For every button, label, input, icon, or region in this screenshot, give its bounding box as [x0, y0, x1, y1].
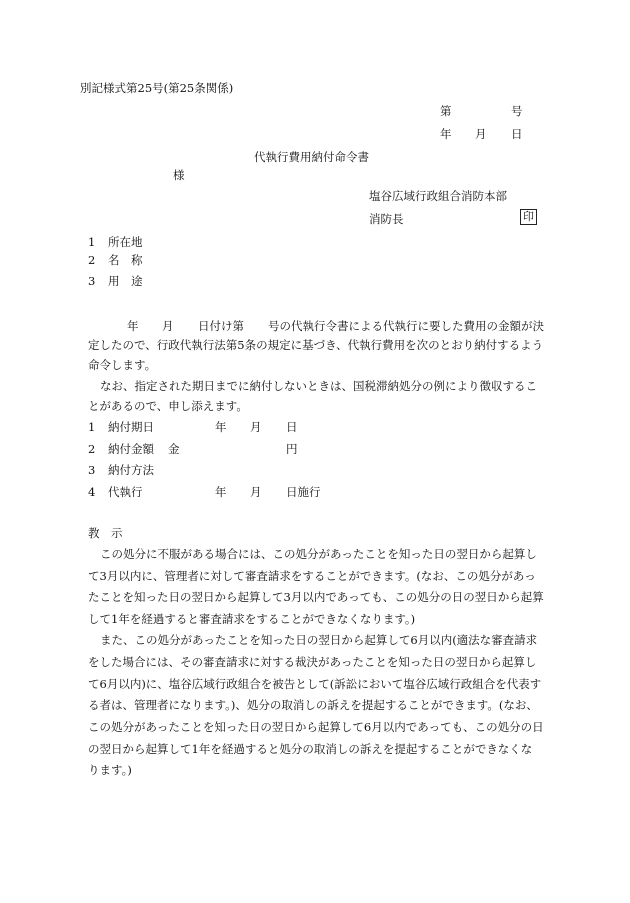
payment-exec-label: 代執行	[108, 485, 143, 499]
order-ref-rest: 号の代執行令書による代執行に要した費用の金額が決	[268, 319, 544, 333]
form-label: 別記様式第25号(第25条関係)	[80, 81, 234, 95]
notice-p2-line-5: この処分があったことを知った日の翌日から起算して6月以内であっても、この処分の日	[88, 720, 544, 734]
issuer-title: 消防長	[369, 212, 404, 226]
item-2-num: 2	[88, 253, 96, 267]
payment-method-label: 納付方法	[108, 463, 154, 477]
notice-p2-line-3: て6月以内)に、塩谷広域行政組合を被告として(訴訟において塩谷広域行政組合を代表す	[88, 677, 542, 691]
payment-due-month: 月	[250, 420, 262, 434]
payment-exec-num: 4	[88, 485, 96, 499]
seal-label: 印	[520, 209, 537, 225]
document-title: 代執行費用納付命令書	[254, 150, 369, 164]
payment-due-num: 1	[88, 420, 96, 434]
item-3-label: 用 途	[108, 274, 143, 288]
addressee-suffix: 様	[173, 168, 185, 182]
notice-p2-line-7: ります。)	[88, 763, 132, 777]
warning-line-2: とがあるので、申し添えます。	[88, 399, 248, 413]
payment-due-year: 年	[215, 420, 227, 434]
notice-p1-line-1: この処分に不服がある場合には、この処分があったことを知った日の翌日から起算し	[100, 547, 537, 561]
issuer-org: 塩谷広域行政組合消防本部	[369, 189, 507, 203]
payment-exec-year: 年	[215, 485, 227, 499]
payment-method-num: 3	[88, 463, 96, 477]
seal-mark	[520, 208, 537, 225]
warning-line-1: なお、指定された期日までに納付しないときは、国税滞納処分の例により徴収するこ	[100, 379, 537, 393]
notice-p1-line-4: して1年を経過すると審査請求をすることができなくなります。)	[88, 612, 416, 626]
notice-p1-line-2: て3月以内に、管理者に対して審査請求をすることができます。(なお、この処分があっ	[88, 569, 536, 583]
payment-due-day: 日	[286, 420, 298, 434]
notice-p2-line-1: また、この処分があったことを知った日の翌日から起算して6月以内(適法な審査請求	[100, 633, 538, 647]
doc-number-prefix: 第	[440, 104, 452, 118]
payment-amount-unit: 円	[286, 442, 298, 456]
notice-p2-line-2: をした場合には、その審査請求に対する裁決があったことを知った日の翌日から起算し	[88, 655, 537, 669]
payment-amount-label: 納付金額	[108, 442, 154, 456]
item-3-num: 3	[88, 274, 96, 288]
item-1-num: 1	[88, 235, 96, 249]
payment-amount-prefix: 金	[168, 442, 180, 456]
notice-heading: 教 示	[88, 526, 123, 540]
notice-p2-line-4: る者は、管理者になります。)、処分の取消しの訴えを提起することができます。(なお、	[88, 698, 538, 712]
body-line-1: 定したので、行政代執行法第5条の規定に基づき、代執行費用を次のとおり納付するよう	[88, 338, 544, 352]
notice-p2-line-6: の翌日から起算して1年を経過すると処分の取消しの訴えを提起することができなくな	[88, 742, 533, 756]
order-ref-month: 月	[162, 319, 174, 333]
order-ref-year: 年	[127, 319, 139, 333]
item-1-label: 所在地	[108, 235, 143, 249]
payment-exec-day: 日施行	[286, 485, 321, 499]
date-day: 日	[511, 127, 523, 141]
payment-exec-month: 月	[250, 485, 262, 499]
payment-amount-num: 2	[88, 442, 96, 456]
body-line-2: 命令します。	[88, 358, 157, 372]
notice-p1-line-3: たことを知った日の翌日から起算して3月以内であっても、この処分の日の翌日から起算	[88, 590, 544, 604]
date-month: 月	[475, 127, 487, 141]
order-ref-dated: 日付け第	[198, 319, 244, 333]
item-2-label: 名 称	[108, 253, 143, 267]
payment-due-label: 納付期日	[108, 420, 154, 434]
doc-number-suffix: 号	[511, 104, 523, 118]
date-year: 年	[440, 127, 452, 141]
